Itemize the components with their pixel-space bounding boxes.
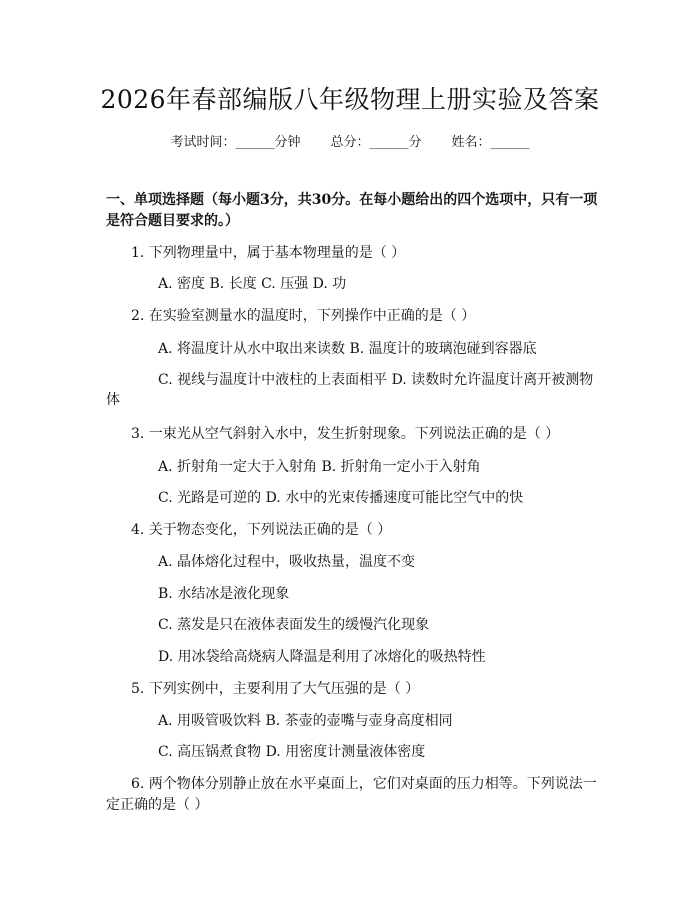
exam-meta xyxy=(0,131,700,150)
question-6-stem: 6. 两个物体分别静止放在水平桌面上，它们对桌面的压力相等。下列说法一 xyxy=(131,776,597,792)
student-name-field: 姓名：______ xyxy=(451,135,530,150)
question-3-options-cd: C. 光路是可逆的 D. 水中的光束传播速度可能比空气中的快 xyxy=(158,490,524,506)
question-2-stem: 2. 在实验室测量水的温度时，下列操作中正确的是（ ） xyxy=(131,308,476,324)
question-4-stem: 4. 关于物态变化，下列说法正确的是（ ） xyxy=(131,522,392,538)
page-title: 2026年春部编版八年级物理上册实验及答案 xyxy=(100,85,600,114)
question-6-stem-wrap: 定正确的是（ ） xyxy=(106,797,209,813)
section-heading: 一、单项选择题（每小题3分，共30分。在每小题给出的四个选项中，只有一项是符合题目要求的。） xyxy=(106,192,598,229)
question-2-options-ab: A. 将温度计从水中取出来读数 B. 温度计的玻璃泡碰到容器底 xyxy=(158,341,537,357)
question-1-options: A. 密度 B. 长度 C. 压强 D. 功 xyxy=(158,276,347,292)
question-5-stem: 5. 下列实例中，主要利用了大气压强的是（ ） xyxy=(131,681,420,697)
question-1-stem: 1. 下列物理量中，属于基本物理量的是（ ） xyxy=(131,245,406,261)
question-5-options-ab: A. 用吸管吸饮料 B. 茶壶的壶嘴与壶身高度相同 xyxy=(158,713,453,729)
exam-time-field: 考试时间：______分钟 xyxy=(170,135,301,150)
question-3-stem: 3. 一束光从空气斜射入水中，发生折射现象。下列说法正确的是（ ） xyxy=(131,426,560,442)
question-4-option-a: A. 晶体熔化过程中，吸收热量，温度不变 xyxy=(158,554,416,570)
question-4-option-c: C. 蒸发是只在液体表面发生的缓慢汽化现象 xyxy=(158,617,430,633)
question-5-options-cd: C. 高压锅煮食物 D. 用密度计测量液体密度 xyxy=(158,744,426,760)
total-score-field: 总分：______分 xyxy=(330,135,422,150)
question-2-options-cd: C. 视线与温度计中液柱的上表面相平 D. 读数时允许温度计离开被测物 xyxy=(158,372,594,388)
question-2-options-cd-wrap: 体 xyxy=(106,392,120,408)
question-3-options-ab: A. 折射角一定大于入射角 B. 折射角一定小于入射角 xyxy=(158,459,481,475)
question-4-option-d: D. 用冰袋给高烧病人降温是利用了冰熔化的吸热特性 xyxy=(158,649,486,665)
question-4-option-b: B. 水结冰是液化现象 xyxy=(158,586,290,602)
